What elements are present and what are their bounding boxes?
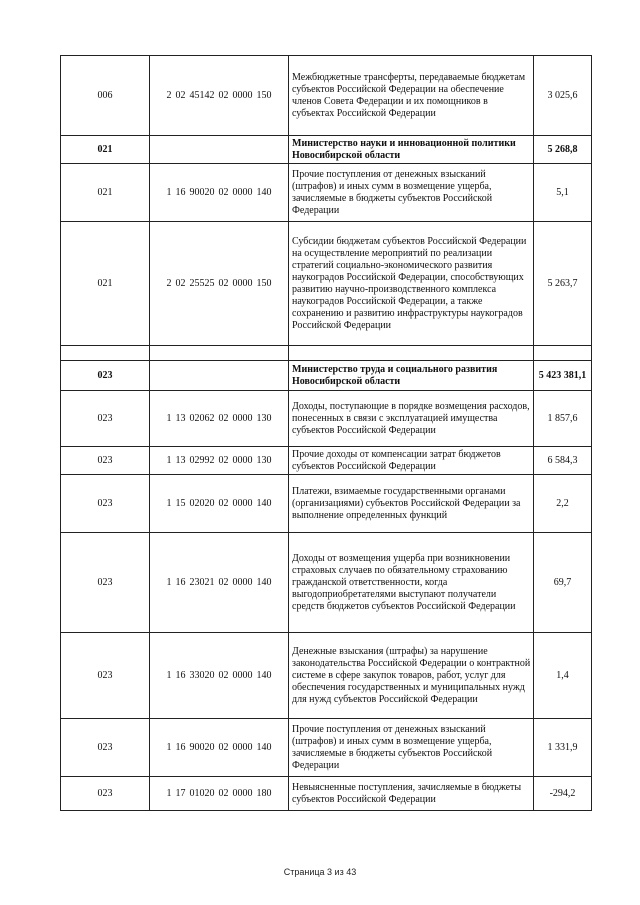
budget-code-part: 0000 xyxy=(232,454,253,466)
admin-code-cell: 023 xyxy=(61,777,150,811)
admin-code-cell: 023 xyxy=(61,633,150,719)
budget-code-part: 0000 xyxy=(232,669,253,681)
revenue-name-cell: Межбюджетные трансферты, передаваемые бюджетам субъектов Российской Федерации на обеспечение членов Совета Федерации и их помощников в субъектах Российской Федерации xyxy=(289,56,534,136)
table-row xyxy=(61,633,592,719)
admin-code-cell: 023 xyxy=(61,533,150,633)
budget-code-part: 0000 xyxy=(232,576,253,588)
budget-code-part: 17 xyxy=(175,787,186,799)
budget-code-part: 02 xyxy=(218,89,229,101)
budget-code-cell xyxy=(150,447,289,475)
budget-code-cell xyxy=(150,475,289,533)
budget-code-part: 90020 xyxy=(189,741,215,753)
amount-cell: -294,2 xyxy=(534,777,592,811)
budget-code-part: 0000 xyxy=(232,412,253,424)
amount-cell: 5 423 381,1 xyxy=(534,361,592,391)
revenue-name-cell: Платежи, взимаемые государственными органами (организациями) субъектов Российской Федерации за выполнение определенных функций xyxy=(289,475,534,533)
amount-cell: 1 331,9 xyxy=(534,719,592,777)
spacer-cell xyxy=(61,346,150,361)
admin-code-cell: 023 xyxy=(61,719,150,777)
budget-code-part: 0000 xyxy=(232,277,253,289)
budget-code-cell xyxy=(150,164,289,222)
budget-code-part: 02 xyxy=(218,576,229,588)
revenue-table-body xyxy=(61,56,592,811)
spacer-cell xyxy=(534,346,592,361)
budget-code-part: 33020 xyxy=(189,669,215,681)
revenue-name-cell: Доходы от возмещения ущерба при возникновении страховых случаев по обязательному страхованию гражданской ответственности, когда выгодоприобретателями выступают получатели средств бюджетов субъектов Российской Федерации xyxy=(289,533,534,633)
budget-code-part: 02 xyxy=(175,277,186,289)
budget-code-cell xyxy=(150,777,289,811)
budget-code-part: 02 xyxy=(218,741,229,753)
amount-cell: 2,2 xyxy=(534,475,592,533)
admin-code-cell: 021 xyxy=(61,222,150,346)
budget-code-part: 02020 xyxy=(189,497,215,509)
revenue-name-cell: Прочие поступления от денежных взысканий (штрафов) и иных сумм в возмещение ущерба, зачисляемые в бюджеты субъектов Российской Федерации xyxy=(289,719,534,777)
budget-code-part: 16 xyxy=(175,576,186,588)
amount-cell: 3 025,6 xyxy=(534,56,592,136)
admin-code-cell: 023 xyxy=(61,447,150,475)
budget-code-part: 1 xyxy=(166,741,172,753)
budget-code-part: 0000 xyxy=(232,186,253,198)
budget-code-part: 150 xyxy=(256,89,272,101)
budget-code-part: 15 xyxy=(175,497,186,509)
admin-code-cell: 023 xyxy=(61,475,150,533)
budget-code-part: 01020 xyxy=(189,787,215,799)
budget-code-part: 2 xyxy=(166,89,172,101)
revenue-name-cell: Прочие поступления от денежных взысканий (штрафов) и иных сумм в возмещение ущерба, зачисляемые в бюджеты субъектов Российской Федерации xyxy=(289,164,534,222)
table-row xyxy=(61,391,592,447)
budget-code-part: 140 xyxy=(256,186,272,198)
budget-code-part: 02 xyxy=(218,277,229,289)
budget-code-cell xyxy=(150,222,289,346)
budget-code-part: 1 xyxy=(166,576,172,588)
revenue-name-cell: Субсидии бюджетам субъектов Российской Федерации на осуществление мероприятий по реализации стратегий социально-экономического развития наукоградов Российской Федерации, способствующих развитию научно-производственного комплекса наукоградов Российской Федерации, а также сохранению и развитию инфраструктуры наукоградов Российской Федерации xyxy=(289,222,534,346)
budget-code-part: 02992 xyxy=(189,454,215,466)
administrator-header-row xyxy=(61,136,592,164)
amount-cell: 6 584,3 xyxy=(534,447,592,475)
revenue-table xyxy=(60,55,592,811)
admin-code-cell: 021 xyxy=(61,164,150,222)
table-row xyxy=(61,533,592,633)
budget-code-part: 1 xyxy=(166,669,172,681)
budget-code-part: 2 xyxy=(166,277,172,289)
budget-code-cell xyxy=(150,719,289,777)
amount-cell: 5,1 xyxy=(534,164,592,222)
budget-code-part: 1 xyxy=(166,186,172,198)
budget-code-part: 02 xyxy=(218,669,229,681)
budget-code-cell xyxy=(150,361,289,391)
budget-code-part: 140 xyxy=(256,576,272,588)
revenue-name-cell: Министерство труда и социального развития Новосибирской области xyxy=(289,361,534,391)
budget-code-part: 02 xyxy=(218,497,229,509)
budget-code-part: 1 xyxy=(166,497,172,509)
table-row xyxy=(61,447,592,475)
table-row xyxy=(61,222,592,346)
table-row xyxy=(61,56,592,136)
budget-code-part: 140 xyxy=(256,669,272,681)
budget-code-part: 1 xyxy=(166,454,172,466)
admin-code-cell: 023 xyxy=(61,391,150,447)
revenue-name-cell: Доходы, поступающие в порядке возмещения расходов, понесенных в связи с эксплуатацией имущества субъектов Российской Федерации xyxy=(289,391,534,447)
admin-code-cell: 021 xyxy=(61,136,150,164)
budget-code-part: 0000 xyxy=(232,741,253,753)
budget-code-part: 16 xyxy=(175,186,186,198)
budget-code-cell xyxy=(150,56,289,136)
budget-code-part: 02 xyxy=(218,454,229,466)
budget-code-part: 13 xyxy=(175,454,186,466)
budget-code-part: 140 xyxy=(256,741,272,753)
amount-cell: 5 268,8 xyxy=(534,136,592,164)
budget-code-part: 0000 xyxy=(232,787,253,799)
budget-code-part: 1 xyxy=(166,787,172,799)
spacer-cell xyxy=(289,346,534,361)
budget-code-part: 23021 xyxy=(189,576,215,588)
budget-code-part: 16 xyxy=(175,741,186,753)
budget-code-part: 130 xyxy=(256,454,272,466)
budget-code-part: 1 xyxy=(166,412,172,424)
table-row xyxy=(61,719,592,777)
budget-code-part: 180 xyxy=(256,787,272,799)
table-row xyxy=(61,475,592,533)
budget-code-part: 02 xyxy=(218,787,229,799)
amount-cell: 69,7 xyxy=(534,533,592,633)
budget-code-part: 130 xyxy=(256,412,272,424)
budget-code-part: 140 xyxy=(256,497,272,509)
budget-code-part: 0000 xyxy=(232,89,253,101)
budget-code-part: 02062 xyxy=(189,412,215,424)
page-footer xyxy=(0,867,640,877)
budget-code-part: 02 xyxy=(175,89,186,101)
budget-code-part: 90020 xyxy=(189,186,215,198)
budget-code-part: 0000 xyxy=(232,497,253,509)
admin-code-cell: 023 xyxy=(61,361,150,391)
admin-code-cell: 006 xyxy=(61,56,150,136)
budget-code-part: 25525 xyxy=(189,277,215,289)
table-row xyxy=(61,164,592,222)
revenue-name-cell: Прочие доходы от компенсации затрат бюджетов субъектов Российской Федерации xyxy=(289,447,534,475)
page-number-label: Страница 3 из 43 xyxy=(283,867,357,877)
budget-code-cell xyxy=(150,633,289,719)
budget-code-part: 02 xyxy=(218,186,229,198)
budget-code-part: 45142 xyxy=(189,89,215,101)
revenue-name-cell: Денежные взыскания (штрафы) за нарушение законодательства Российской Федерации о контрактной системе в сфере закупок товаров, работ, услуг для обеспечения государственных и муниципальных нужд для нужд субъектов Российской Федерации xyxy=(289,633,534,719)
spacer-row xyxy=(61,346,592,361)
administrator-header-row xyxy=(61,361,592,391)
amount-cell: 5 263,7 xyxy=(534,222,592,346)
revenue-name-cell: Министерство науки и инновационной политики Новосибирской области xyxy=(289,136,534,164)
spacer-cell xyxy=(150,346,289,361)
table-row xyxy=(61,777,592,811)
revenue-name-cell: Невыясненные поступления, зачисляемые в бюджеты субъектов Российской Федерации xyxy=(289,777,534,811)
budget-code-cell xyxy=(150,136,289,164)
budget-code-cell xyxy=(150,533,289,633)
budget-code-part: 02 xyxy=(218,412,229,424)
budget-code-part: 150 xyxy=(256,277,272,289)
amount-cell: 1 857,6 xyxy=(534,391,592,447)
budget-code-cell xyxy=(150,391,289,447)
amount-cell: 1,4 xyxy=(534,633,592,719)
budget-code-part: 16 xyxy=(175,669,186,681)
budget-code-part: 13 xyxy=(175,412,186,424)
